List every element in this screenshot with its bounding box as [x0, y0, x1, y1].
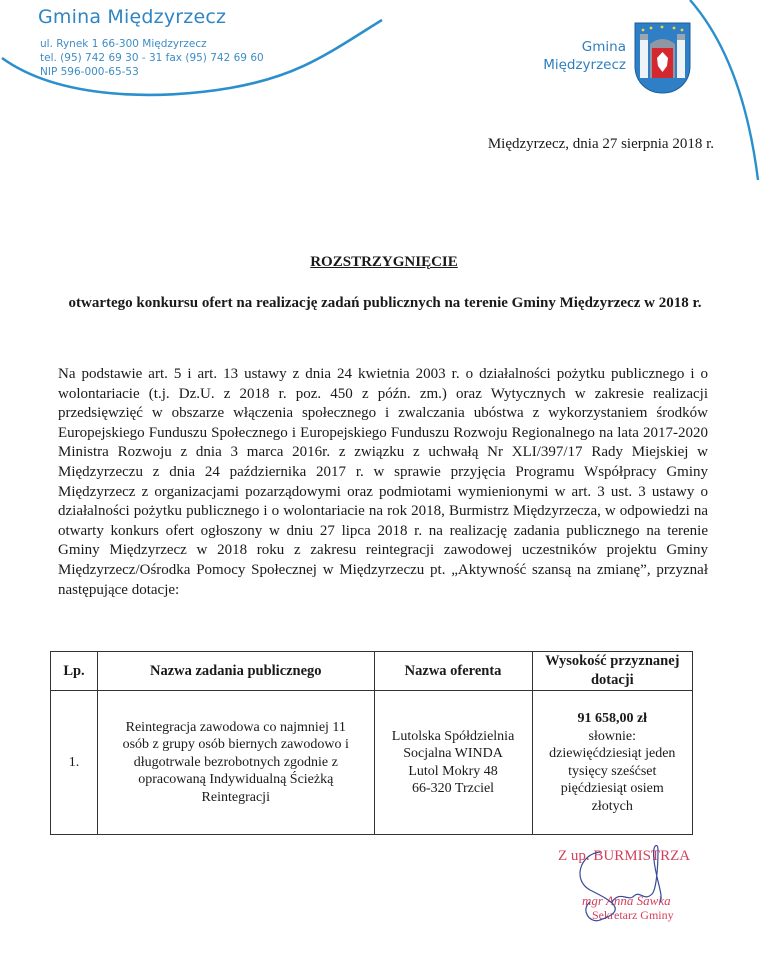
signature	[560, 840, 710, 930]
logo-text-line1: Gmina	[581, 39, 626, 55]
logo-text-line2: Międzyrzecz	[543, 57, 626, 73]
document-subtitle: otwartego konkursu ofert na realizację zadań publicznych na terenie Gminy Międzyrzecz w 2018 r.	[68, 295, 702, 311]
date-line: Międzyrzecz, dnia 27 sierpnia 2018 r.	[487, 136, 714, 152]
stamp-authorization: Z up. BURMISTRZA	[558, 848, 691, 864]
amount-words: dziewięćdziesiąt jeden tysięcy sześćset pięćdziesiąt osiem złotych	[549, 746, 676, 814]
letterhead-name: Gmina Międzyrzecz	[38, 6, 227, 28]
cell-offeror	[374, 691, 532, 835]
cell-amount	[532, 691, 692, 835]
stamp-role: Sekretarz Gminy	[592, 908, 674, 922]
coat-of-arms-icon	[634, 22, 691, 94]
stamp-name: mgr Anna Sawka	[582, 893, 671, 908]
header-offeror: Nazwa oferenta	[374, 652, 532, 691]
document-title: ROZSTRZYGNIĘCIE	[310, 254, 458, 270]
letterhead-nip: NIP 596-000-65-53	[40, 66, 139, 78]
header-task: Nazwa zadania publicznego	[98, 652, 375, 691]
offeror-line: Socjalna WINDA	[403, 746, 503, 761]
table-header-row	[51, 652, 693, 691]
amount-value: 91 658,00 zł	[577, 711, 648, 726]
offeror-line: Lutolska Spółdzielnia	[391, 728, 515, 744]
letterhead-address: ul. Rynek 1 66-300 Międzyrzecz	[40, 38, 207, 50]
letterhead-phone: tel. (95) 742 69 30 - 31 fax (95) 742 69 60	[40, 52, 264, 64]
header-lp: Lp.	[51, 652, 98, 691]
offeror-line: 66-320 Trzciel	[412, 781, 495, 796]
body-paragraph: Na podstawie art. 5 i art. 13 ustawy z dnia 24 kwietnia 2003 r. o działalności pożytku publicznego i o wolontariacie (t.j. Dz.U. z 2018 r. poz. 450 z późn. zm.) oraz Wytycznych w zakresie realizacji przedsięwzięć w obszarze włączenia społecznego i zwalczania ubóstwa z wykorzystaniem środków Europejskiego Funduszu Społecznego i Europejskiego Funduszu Rozwoju Regionalnego na lata 2017-2020 Ministra Rozwoju z dnia 3 marca 2016r. z związku z uchwałą Nr XLI/397/17 Rady Miejskiej w Międzyrzeczu z dnia 24 października 2017 r. w sprawie przyjęcia Programu Współpracy Gminy Międzyrzecz z organizacjami pozarządowymi oraz podmiotami wymienionymi w art. 3 ust. 3 ustawy o działalności pożytku publicznego i o wolontariacie na rok 2018, Burmistrz Międzyrzecza, w odpowiedzi na otwarty konkurs ofert ogłoszony w dniu 27 lipca 2018 r. na realizację zadania publicznego na terenie Gminy Międzyrzecz w 2018 roku z zakresu reintegracji zawodowej uczestników projektu Gminy Międzyrzecz/Ośrodka Pomocy Społecznej w Międzyrzeczu pt. „Aktywność szansą na zmianę”, przyznał następujące dotacje:	[58, 366, 708, 598]
cell-lp: 1.	[51, 691, 98, 835]
table-row	[51, 691, 693, 835]
amount-words-label: słownie:	[588, 728, 636, 744]
grants-table	[50, 651, 693, 835]
offeror-line: Lutol Mokry 48	[408, 763, 498, 779]
header-amount: Wysokość przyznanej dotacji	[532, 652, 692, 691]
cell-task: Reintegracja zawodowa co najmniej 11 osób z grupy osób biernych zawodowo i długotrwale bezrobotnych zgodnie z opracowaną Indywidualną Ścieżką Reintegracji	[98, 691, 375, 835]
